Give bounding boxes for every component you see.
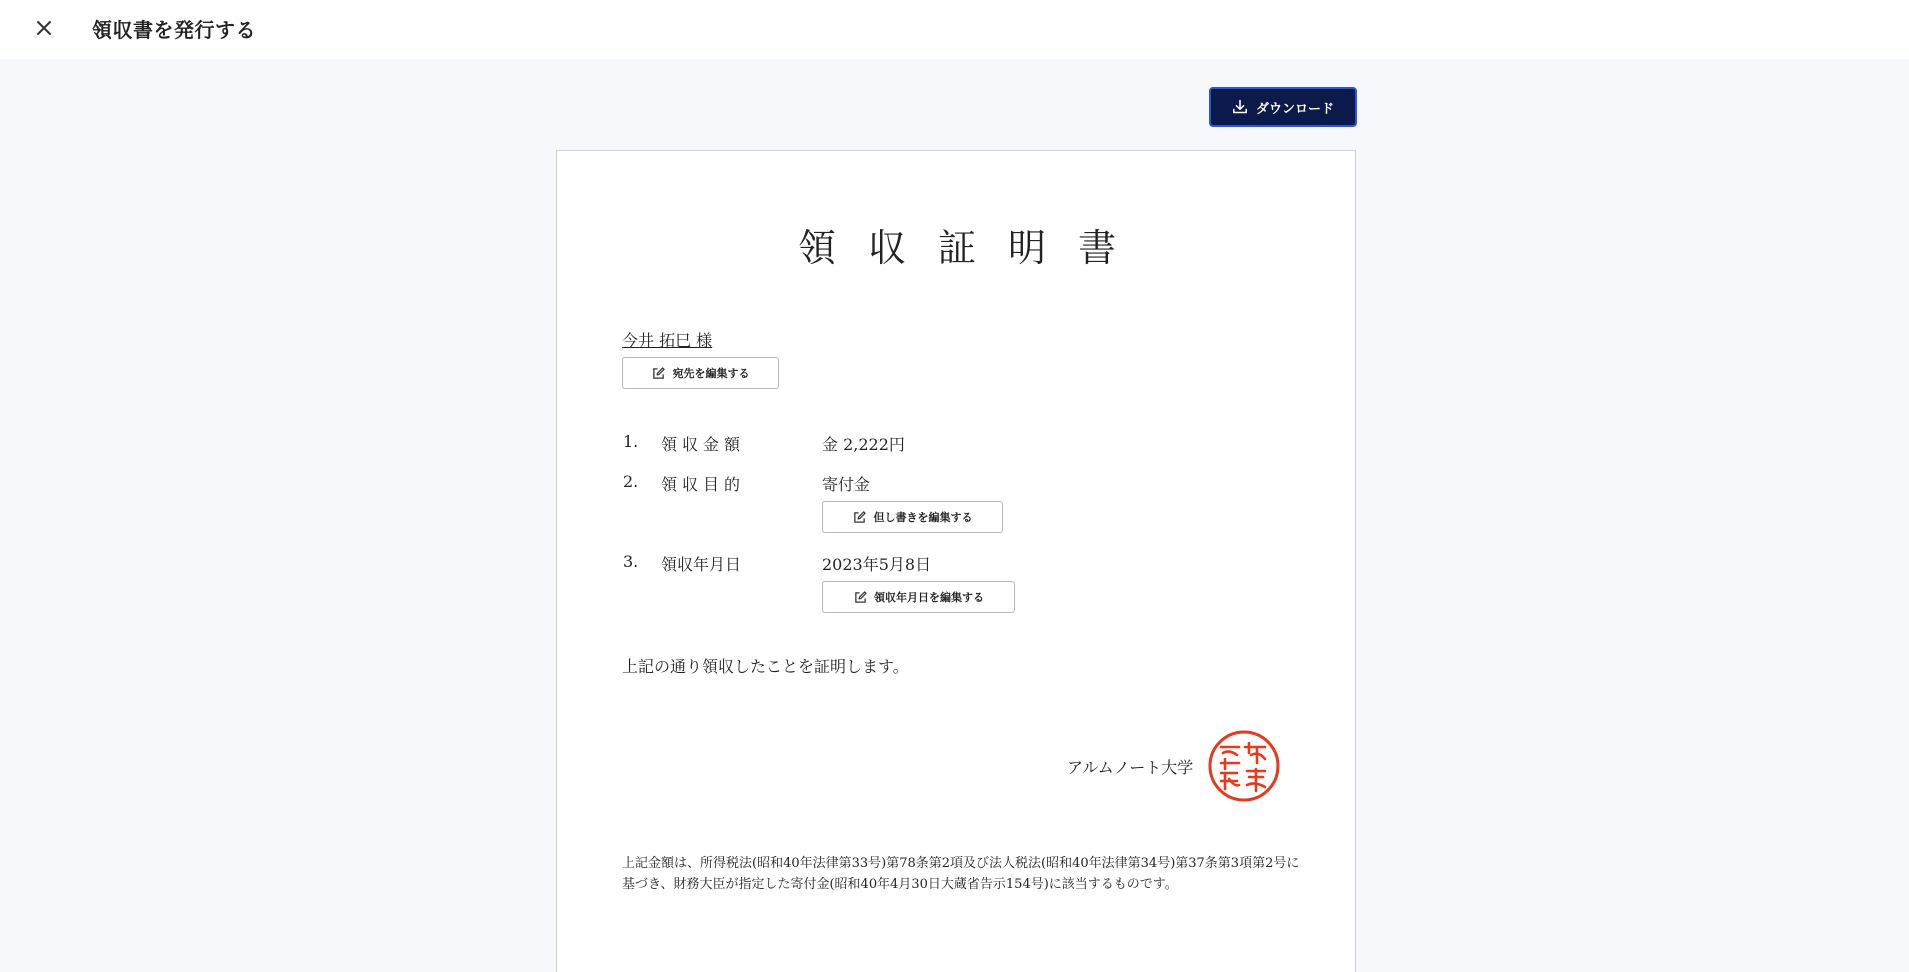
row-number: 2. <box>623 472 639 491</box>
top-bar <box>0 0 1909 59</box>
page-title: 領収書を発行する <box>92 18 256 42</box>
download-icon <box>1232 99 1248 115</box>
edit-date-label: 領収年月日を編集する <box>874 591 984 604</box>
row-label-amount: 領収金額 <box>661 435 746 454</box>
row-value-purpose: 寄付金 <box>822 475 871 494</box>
edit-icon <box>652 366 666 380</box>
row-value-amount: 金 2,222円 <box>822 435 905 454</box>
organization-name: アルムノート大学 <box>1067 758 1194 777</box>
edit-icon <box>853 510 867 524</box>
edit-purpose-button[interactable] <box>822 501 1003 533</box>
row-label-purpose: 領収目的 <box>661 475 746 494</box>
edit-recipient-button[interactable] <box>622 357 779 389</box>
close-button[interactable] <box>30 14 58 42</box>
row-number: 3. <box>623 552 639 571</box>
edit-date-button[interactable] <box>822 581 1015 613</box>
legal-footnote: 上記金額は、所得税法(昭和40年法律第33号)第78条第2項及び法人税法(昭和40年法律第34号)第37条第3項第2号に基づき、財務大臣が指定した寄付金(昭和40年4月30日大蔵省告示154号)に該当するものです。 <box>622 856 1300 892</box>
row-number: 1. <box>623 432 639 451</box>
certification-text: 上記の通り領収したことを証明します。 <box>622 657 909 676</box>
download-button[interactable] <box>1209 87 1357 127</box>
row-label-date: 領収年月日 <box>661 555 742 574</box>
download-button-label: ダウンロード <box>1255 101 1334 117</box>
edit-icon <box>853 590 867 604</box>
recipient-name: 今井 拓巳 様 <box>622 331 713 350</box>
receipt-document <box>556 150 1356 972</box>
seal-stamp <box>1207 729 1281 803</box>
row-value-date: 2023年5月8日 <box>822 555 932 574</box>
edit-recipient-label: 宛先を編集する <box>672 367 750 380</box>
close-icon <box>35 19 53 37</box>
document-title: 領収証明書 <box>797 226 1148 270</box>
edit-purpose-label: 但し書きを編集する <box>873 511 973 524</box>
